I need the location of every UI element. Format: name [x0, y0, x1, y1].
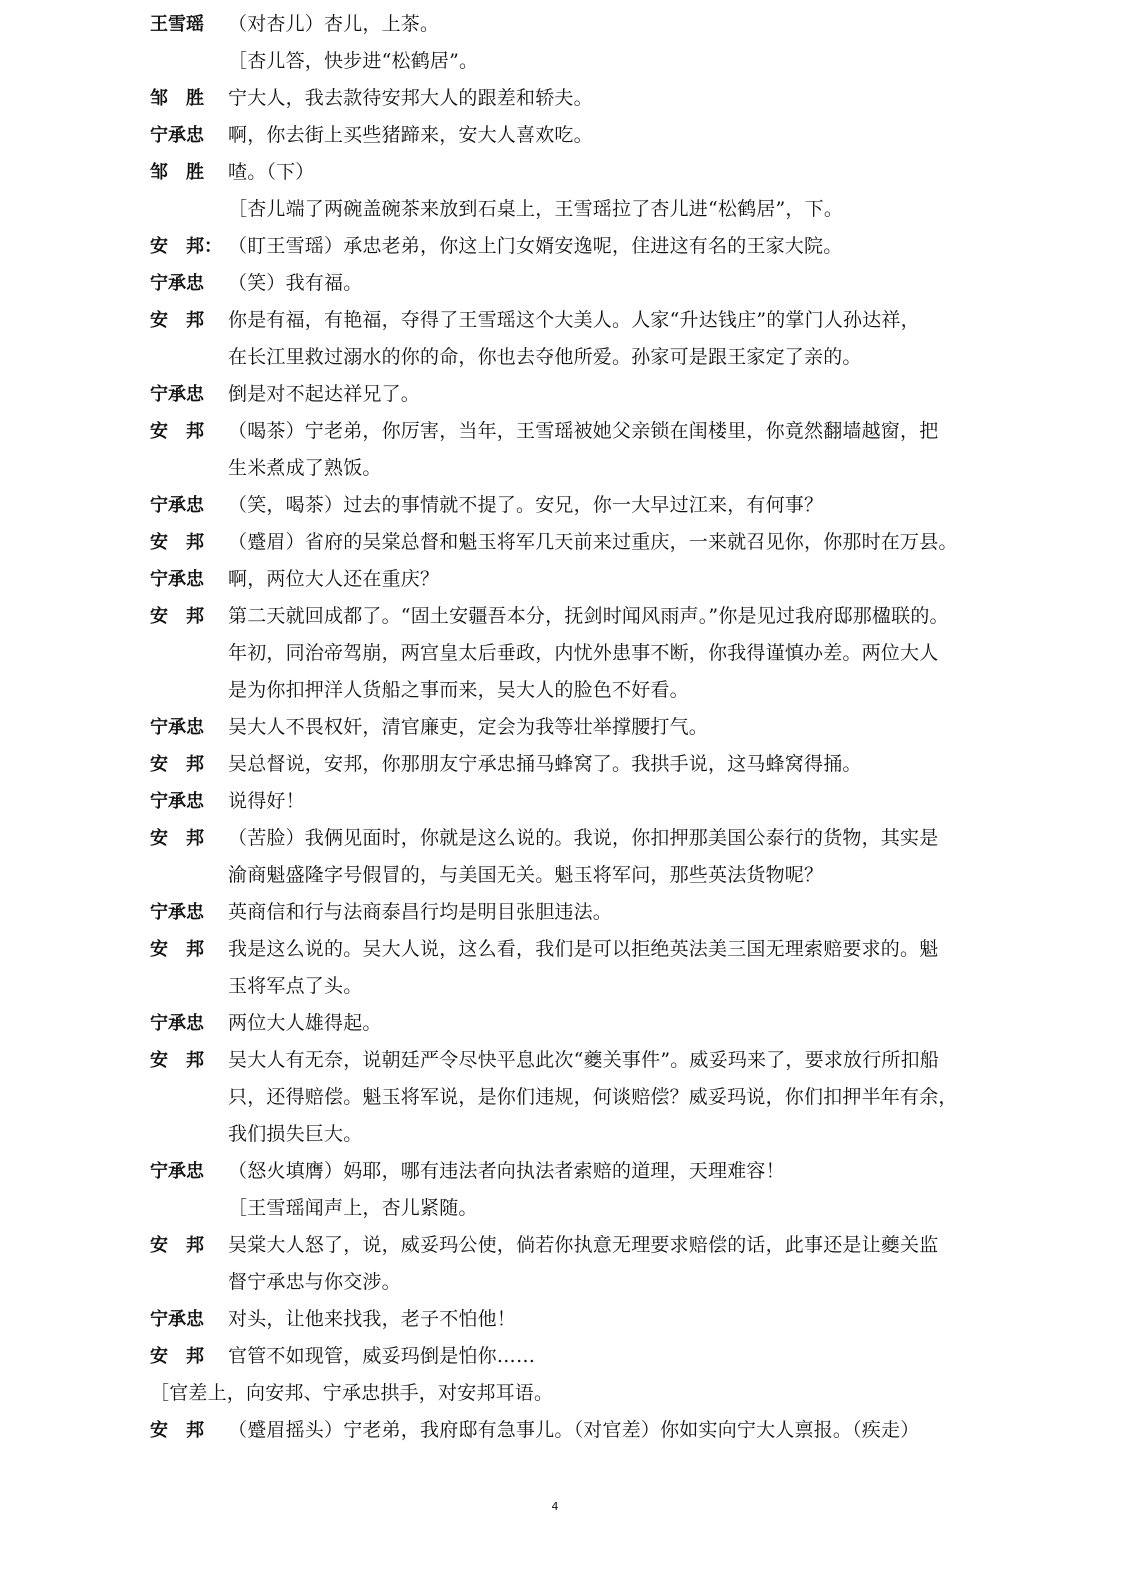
dialogue-line [150, 376, 970, 413]
line-text: 啊，两位大人还在重庆？ [228, 568, 440, 590]
dialogue-line [150, 265, 970, 302]
dialogue-line [150, 1153, 970, 1190]
line-text: （怒火填膺）妈耶，哪有违法者向执法者索赔的道理，天理难容！ [228, 1160, 785, 1182]
dialogue-line [150, 783, 970, 820]
line-text: （对杏儿）杏儿，上茶。 [228, 13, 440, 35]
speaker-name: 宁承忠 [150, 495, 204, 516]
line-text: 吴总督说，安邦，你那朋友宁承忠捅马蜂窝了。我拱手说，这马蜂窝得捅。 [228, 753, 862, 775]
speaker-name: 安 邦 [150, 1420, 204, 1441]
dialogue-line [150, 524, 970, 561]
line-text: ［杏儿端了两碗盖碗茶来放到石桌上，王雪瑶拉了杏儿进“松鹤居”，下。 [228, 198, 844, 220]
line-text: （喝茶）宁老弟，你厉害，当年，王雪瑶被她父亲锁在闺楼里，你竟然翻墙越窗，把 [228, 420, 939, 442]
dialogue-continuation [150, 968, 970, 1005]
speaker-name: 安 邦 [150, 310, 204, 331]
line-text: 我们损失巨大。 [228, 1123, 363, 1145]
dialogue-continuation [150, 1264, 970, 1301]
line-text: ［王雪瑶闻声上，杏儿紧随。 [228, 1197, 478, 1219]
line-text: 两位大人雄得起。 [228, 1012, 382, 1034]
speaker-name: 安 邦 [150, 1050, 204, 1071]
line-text: 是为你扣押洋人货船之事而来，吴大人的脸色不好看。 [228, 679, 689, 701]
dialogue-continuation [150, 450, 970, 487]
speaker-name: 安 邦 [150, 421, 204, 442]
speaker-name: 邹 胜 [150, 88, 204, 109]
speaker-name: 宁承忠 [150, 902, 204, 923]
dialogue-line [150, 709, 970, 746]
stage-direction [150, 191, 970, 228]
speaker-name: 安 邦 [150, 828, 204, 849]
line-text: 年初，同治帝驾崩，两宫皇太后垂政，内忧外患事不断，你我得谨慎办差。两位大人 [228, 642, 939, 664]
dialogue-continuation [150, 1116, 970, 1153]
dialogue-line [150, 413, 970, 450]
line-text: 生米煮成了熟饭。 [228, 457, 382, 479]
dialogue-line [150, 6, 970, 43]
line-text: 说得好！ [228, 790, 305, 812]
line-text: 你是有福，有艳福，夺得了王雪瑶这个大美人。人家“升达钱庄”的掌门人孙达祥， [228, 309, 920, 331]
dialogue-line [150, 894, 970, 931]
dialogue-line [150, 598, 970, 635]
line-text: 只，还得赔偿。魁玉将军说，是你们违规，何谈赔偿？威妥玛说，你们扣押半年有余， [228, 1086, 958, 1108]
dialogue-line [150, 1005, 970, 1042]
speaker-name: 宁承忠 [150, 791, 204, 812]
dialogue-line [150, 1412, 970, 1449]
line-text: ［杏儿答，快步进“松鹤居”。 [228, 50, 479, 72]
stage-direction [150, 1375, 970, 1412]
line-text: 渝商魁盛隆字号假冒的，与美国无关。魁玉将军问，那些英法货物呢？ [228, 864, 824, 886]
line-text: 玉将军点了头。 [228, 975, 363, 997]
stage-direction [150, 1190, 970, 1227]
stage-direction [150, 43, 970, 80]
speaker-name: 王雪瑶 [150, 14, 204, 35]
speaker-name: 安 邦 [150, 1346, 204, 1367]
line-text: 在长江里救过溺水的你的命，你也去夺他所爱。孙家可是跟王家定了亲的。 [228, 346, 862, 368]
line-text: 我是这么说的。吴大人说，这么看，我们是可以拒绝英法美三国无理索赔要求的。魁 [228, 938, 939, 960]
line-text: （蹙眉）省府的吴棠总督和魁玉将军几天前来过重庆，一来就召见你，你那时在万县。 [228, 531, 958, 553]
speaker-name: 宁承忠 [150, 125, 204, 146]
dialogue-line [150, 1301, 970, 1338]
dialogue-continuation [150, 635, 970, 672]
dialogue-continuation [150, 857, 970, 894]
dialogue-line [150, 154, 970, 191]
speaker-name: 宁承忠 [150, 717, 204, 738]
line-text: 对头，让他来找我，老子不怕他！ [228, 1308, 517, 1330]
dialogue-line [150, 561, 970, 598]
speaker-name: 宁承忠 [150, 273, 204, 294]
line-text: 官管不如现管，威妥玛倒是怕你…… [228, 1345, 536, 1367]
dialogue-line [150, 117, 970, 154]
speaker-name: 宁承忠 [150, 569, 204, 590]
line-text: 吴棠大人怒了，说，威妥玛公使，倘若你执意无理要求赔偿的话，此事还是让夔关监 [228, 1234, 939, 1256]
speaker-name: 安 邦 [150, 1235, 204, 1256]
speaker-name: 安 邦 [150, 606, 204, 627]
speaker-name: 邹 胜 [150, 162, 204, 183]
line-text: （笑）我有福。 [228, 272, 363, 294]
dialogue-line [150, 746, 970, 783]
line-text: 喳。（下） [228, 161, 315, 183]
speaker-name: 安 邦 [150, 754, 204, 775]
speaker-name: 宁承忠 [150, 1309, 204, 1330]
line-text: （笑，喝茶）过去的事情就不提了。安兄，你一大早过江来，有何事？ [228, 494, 824, 516]
dialogue-continuation [150, 1079, 970, 1116]
dialogue-line [150, 302, 970, 339]
dialogue-line [150, 1042, 970, 1079]
line-text: ［官差上，向安邦、宁承忠拱手，对安邦耳语。 [150, 1382, 554, 1404]
speaker-name: 安 邦 [150, 532, 204, 553]
dialogue-line [150, 820, 970, 857]
line-text: 啊，你去街上买些猪蹄来，安大人喜欢吃。 [228, 124, 593, 146]
dialogue-line [150, 487, 970, 524]
line-text: 倒是对不起达祥兄了。 [228, 383, 421, 405]
dialogue-line [150, 80, 970, 117]
line-text: （盯王雪瑶）承忠老弟，你这上门女婿安逸呢，住进这有名的王家大院。 [228, 235, 843, 257]
line-text: （苦脸）我俩见面时，你就是这么说的。我说，你扣押那美国公泰行的货物，其实是 [228, 827, 939, 849]
speaker-name: 宁承忠 [150, 1161, 204, 1182]
dialogue-line [150, 1227, 970, 1264]
dialogue-line [150, 1338, 970, 1375]
dialogue-continuation [150, 339, 970, 376]
speaker-name: 宁承忠 [150, 1013, 204, 1034]
line-text: （蹙眉摇头）宁老弟，我府邸有急事儿。（对官差）你如实向宁大人禀报。（疾走） [228, 1419, 920, 1441]
line-text: 宁大人，我去款待安邦大人的跟差和轿夫。 [228, 87, 593, 109]
dialogue-line [150, 228, 970, 265]
line-text: 第二天就回成都了。“固土安疆吾本分，抚剑时闻风雨声。”你是见过我府邸那楹联的。 [228, 605, 949, 627]
script-body [150, 6, 970, 1449]
page-number: 4 [551, 1500, 559, 1513]
line-text: 英商信和行与法商泰昌行均是明目张胆违法。 [228, 901, 613, 923]
line-text: 督宁承忠与你交涉。 [228, 1271, 401, 1293]
speaker-name: 安 邦： [150, 236, 222, 257]
speaker-name: 安 邦 [150, 939, 204, 960]
dialogue-line [150, 931, 970, 968]
speaker-name: 宁承忠 [150, 384, 204, 405]
line-text: 吴大人有无奈，说朝廷严令尽快平息此次“夔关事件”。威妥玛来了，要求放行所扣船 [228, 1049, 940, 1071]
line-text: 吴大人不畏权奸，清官廉吏，定会为我等壮举撑腰打气。 [228, 716, 709, 738]
dialogue-continuation [150, 672, 970, 709]
